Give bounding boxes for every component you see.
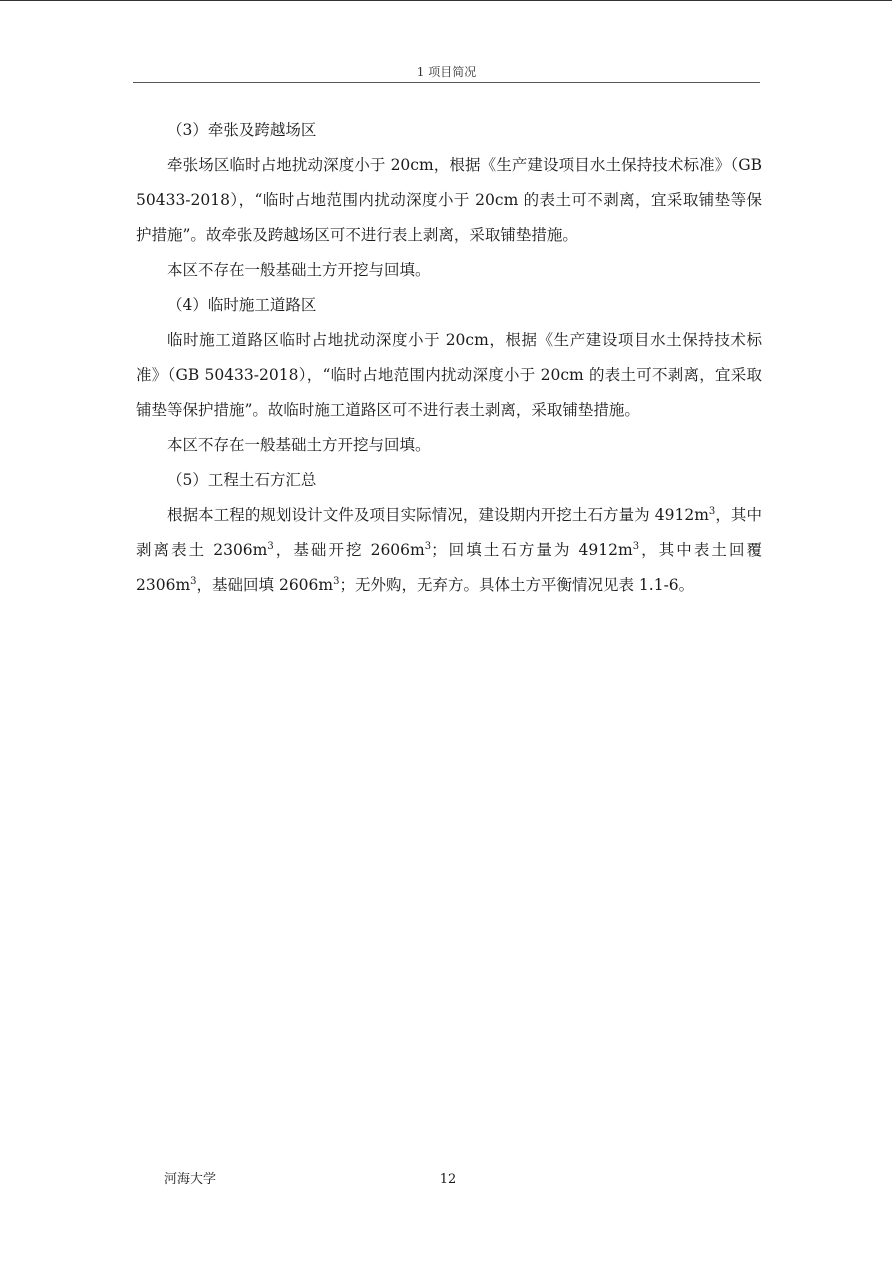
body-content (136, 113, 762, 603)
superscript-3: 3 (333, 576, 340, 587)
superscript-3: 3 (708, 506, 716, 517)
footer-institution: 河海大学 (164, 1172, 217, 1187)
section-heading-5: （5）工程土石方汇总 (167, 471, 317, 489)
summary-text-7: ；无外购，无弃方。具体土方平衡情况见表 1.1-6。 (339, 576, 695, 594)
running-header: 1 项目简况 (416, 65, 477, 79)
summary-text-5: ，其中表土回覆 2306m (136, 541, 763, 594)
superscript-3: 3 (267, 541, 274, 552)
footer-page-number: 12 (439, 1172, 457, 1187)
paragraph-tension-area: 牵张场区临时占地扰动深度小于 20cm，根据《生产建设项目水土保持技术标准》（GB 50433-2018），“临时占地范围内扰动深度小于 20cm 的表土可不剥离，宜采取铺垫等保护措施”。故牵张及跨越场区可不进行表上剥离，采取铺垫措施。 (136, 156, 762, 244)
summary-text-3: ，基础开挖 2606m (273, 541, 425, 559)
summary-text-1: 根据本工程的规划设计文件及项目实际情况，建设期内开挖土石方量为 4912m (167, 506, 709, 524)
page-top-border (0, 0, 892, 1)
summary-text-2: ，其中剥离表土 2306m (136, 506, 762, 559)
paragraph-earthwork-summary (136, 498, 762, 603)
paragraph-temp-road: 临时施工道路区临时占地扰动深度小于 20cm，根据《生产建设项目水土保持技术标准》（GB 50433-2018），“临时占地范围内扰动深度小于 20cm 的表土可不剥离，宜采取铺垫等保护措施”。故临时施工道路区可不进行表土剥离，采取铺垫措施。 (136, 331, 762, 419)
paragraph-tension-no-earthwork: 本区不存在一般基础土方开挖与回填。 (167, 261, 431, 279)
section-heading-3: （3）牵张及跨越场区 (167, 121, 317, 139)
summary-text-4: ；回填土石方量为 4912m (431, 541, 633, 559)
summary-text-6: ，基础回填 2606m (196, 576, 334, 594)
section-heading-4: （4）临时施工道路区 (167, 296, 317, 314)
header-rule (133, 82, 760, 83)
superscript-3: 3 (632, 541, 640, 552)
paragraph-temp-road-no-earthwork: 本区不存在一般基础土方开挖与回填。 (167, 436, 431, 454)
superscript-3: 3 (424, 541, 432, 552)
superscript-3: 3 (190, 576, 197, 587)
